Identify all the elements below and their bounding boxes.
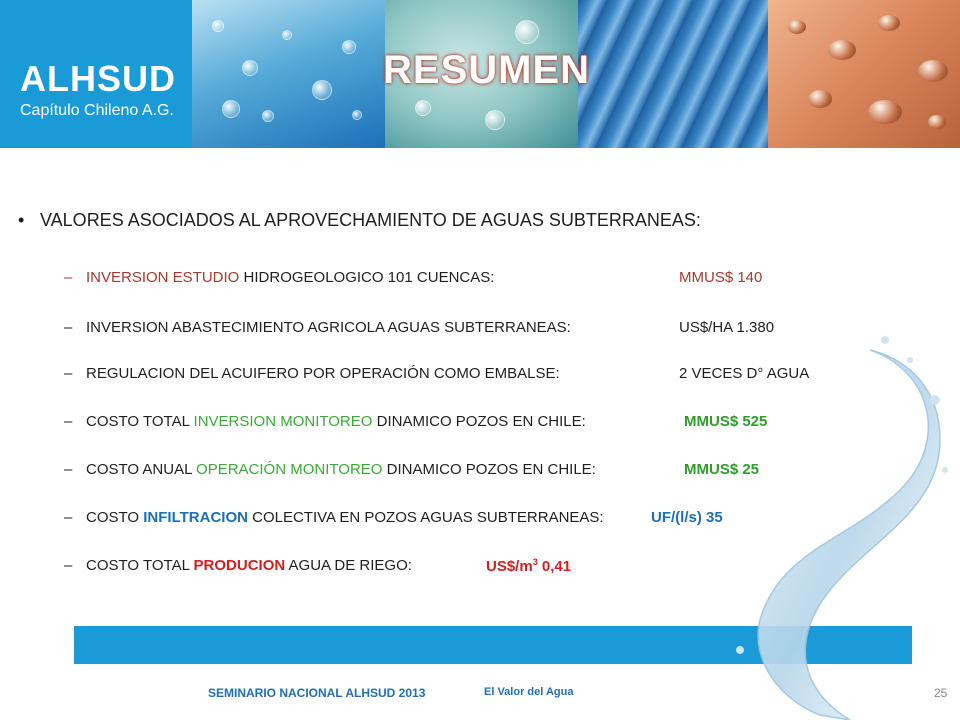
- copper-droplets-image: [768, 0, 960, 148]
- dash: –: [64, 365, 73, 382]
- item-text: DINAMICO POZOS EN CHILE:: [372, 413, 586, 430]
- list-item: [64, 557, 412, 574]
- item-value: US$/HA 1.380: [679, 319, 775, 336]
- item-text: HIDROGEOLOGICO 101 CUENCAS:: [243, 269, 495, 286]
- list-item: [64, 365, 560, 382]
- item-text: COLECTIVA EN POZOS AGUAS SUBTERRANEAS:: [247, 509, 604, 526]
- dash: –: [64, 557, 73, 574]
- item-text: COSTO ANUAL: [86, 461, 197, 478]
- item-value: MMUS$ 25: [684, 461, 760, 478]
- item-text-highlight: OPERACIÓN MONITOREO: [196, 461, 383, 478]
- bullet-symbol: •: [18, 210, 25, 230]
- header-banner: [0, 0, 960, 148]
- list-item: [64, 319, 571, 336]
- list-item: [64, 509, 604, 526]
- logo-subtitle: Capítulo Chileno A.G.: [20, 102, 174, 119]
- item-text: DINAMICO POZOS EN CHILE:: [382, 461, 596, 478]
- dash: –: [64, 269, 73, 286]
- logo-title: ALHSUD: [20, 58, 176, 99]
- page-title: RESUMEN: [383, 48, 591, 92]
- item-value: MMUS$ 525: [684, 413, 768, 430]
- item-value: $US\$/m^3$ 0,41: [486, 557, 572, 575]
- item-value: UF/(l/s) 35: [651, 509, 723, 526]
- footer-tagline: El Valor del Agua: [484, 686, 574, 698]
- bullet-text: VALORES ASOCIADOS AL APROVECHAMIENTO DE AGUAS SUBTERRANEAS:: [40, 210, 701, 230]
- list-item: [64, 269, 494, 286]
- list-item: [64, 461, 596, 478]
- item-text: COSTO TOTAL: [86, 557, 194, 574]
- logo: [0, 0, 192, 148]
- item-text: COSTO: [86, 509, 144, 526]
- item-text-highlight: INVERSION ESTUDIO: [86, 269, 244, 286]
- water-waves-image: [578, 0, 768, 148]
- item-text: AGUA DE RIEGO:: [285, 557, 412, 574]
- item-value: MMUS$ 140: [679, 269, 763, 286]
- dash: –: [64, 461, 73, 478]
- dash: –: [64, 319, 73, 336]
- item-value: 2 VECES D° AGUA: [679, 365, 810, 382]
- footer-seminar: SEMINARIO NACIONAL ALHSUD 2013: [208, 686, 426, 700]
- item-text: REGULACION DEL ACUIFERO POR OPERACIÓN COMO EMBALSE:: [86, 365, 560, 382]
- page-number: 25: [934, 686, 948, 700]
- main-bullet: [18, 210, 701, 231]
- dash: –: [64, 413, 73, 430]
- dash: –: [64, 509, 73, 526]
- water-bubbles-image: [192, 0, 385, 148]
- item-text: COSTO TOTAL: [86, 413, 194, 430]
- item-text-highlight: INVERSION MONITOREO: [193, 413, 373, 430]
- water-splash-icon: [700, 320, 960, 720]
- item-text: INVERSION ABASTECIMIENTO AGRICOLA AGUAS SUBTERRANEAS:: [86, 319, 571, 336]
- item-text-highlight: INFILTRACION: [143, 509, 248, 526]
- item-text-highlight: PRODUCION: [193, 557, 286, 574]
- list-item: [64, 413, 586, 430]
